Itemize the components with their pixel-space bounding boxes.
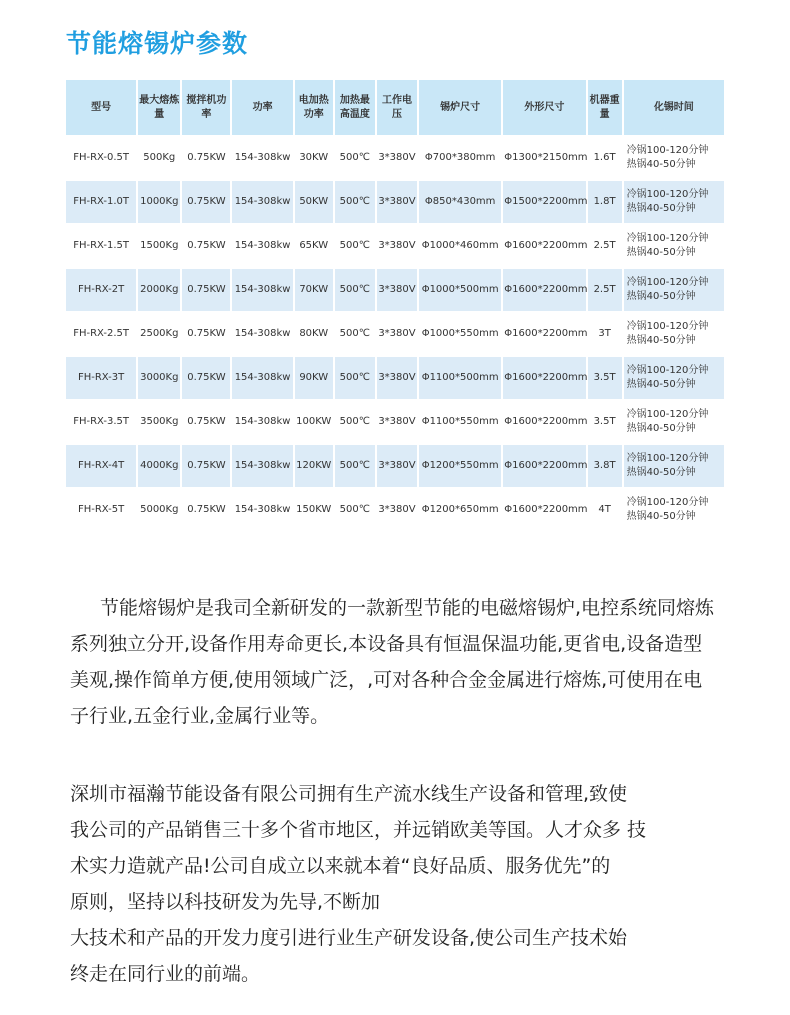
column-header: 化锡时间 [624,80,724,135]
table-cell: 1.8T [588,181,622,223]
cold-pot-time: 冷锅100-120分钟 [626,233,709,244]
table-cell: 3.5T [593,416,616,427]
cold-pot-time: 冷锅100-120分钟 [626,409,709,420]
cold-pot-time: 冷锅100-120分钟 [626,365,709,376]
table-cell: FH-RX-3T [66,357,136,399]
cold-pot-time: 冷锅100-120分钟 [626,497,709,508]
table-row [66,357,724,399]
table-cell: 120KW [295,445,333,487]
table-cell: 30KW [299,152,329,163]
table-cell: 1500Kg [140,240,179,251]
page-title: 节能熔锡炉参数 [66,29,249,58]
melt-time-cell [624,313,724,355]
table-cell: Φ1100*500mm [419,357,501,399]
table-cell: 500℃ [335,181,375,223]
table-cell: 500℃ [339,240,370,251]
table-cell: 1.6T [593,152,616,163]
table-cell: 500℃ [335,269,375,311]
table-cell: 154-308kw [234,328,291,339]
cold-pot-time: 冷锅100-120分钟 [626,277,709,288]
paragraph-line: 原则，坚持以科技研发为先导,不断加 [70,891,381,913]
table-cell: 3.8T [588,445,622,487]
table-cell: 0.75KW [182,181,230,223]
table-cell: 2.5T [588,269,622,311]
hot-pot-time: 热锅40-50分钟 [626,291,696,302]
table-cell: 3T [598,328,611,339]
table-cell: 4T [598,504,611,515]
cold-pot-time: 冷锅100-120分钟 [626,145,709,156]
melt-time-cell [624,445,724,487]
table-cell: Φ1000*550mm [421,328,499,339]
table-cell: Φ1600*2200mm [503,269,585,311]
table-cell: 154-308kw [234,240,291,251]
table-row [66,225,724,267]
intro-paragraph: 节能熔锡炉是我司全新研发的一款新型节能的电磁熔锡炉,电控系统同熔炼系列独立分开,设备作用寿命更长,本设备具有恒温保温功能,更省电,设备造型美观,操作简单方便,使用领域广泛，,可对各种合金金属进行熔炼,可使用在电子行业,五金行业,金属行业等。 [70,597,715,727]
table-cell: 154-308kw [232,445,292,487]
table-cell: 90KW [295,357,333,399]
table-cell: 0.75KW [187,240,226,251]
table-cell: Φ1600*2200mm [503,357,585,399]
hot-pot-time: 热锅40-50分钟 [626,335,696,346]
table-cell: 3*380V [378,152,416,163]
table-cell: Φ1600*2200mm [504,416,588,427]
cold-pot-time: 冷锅100-120分钟 [626,453,709,464]
table-cell: 500℃ [339,416,370,427]
table-cell: 154-308kw [232,357,292,399]
table-cell: 0.75KW [182,357,230,399]
table-cell: 3*380V [378,328,416,339]
table-cell: 0.75KW [187,504,226,515]
table-cell: 0.75KW [187,416,226,427]
column-header: 搅拌机功率 [182,80,230,135]
table-cell: 2000Kg [138,269,180,311]
table-cell: Φ700*380mm [424,152,496,163]
table-row [66,137,724,179]
table-cell: 154-308kw [234,416,291,427]
column-header: 机器重量 [588,80,622,135]
table-cell: Φ1200*550mm [419,445,501,487]
paragraph-line: 大技术和产品的开发力度引进行业生产研发设备,使公司生产技术始 [70,927,628,949]
table-cell: FH-RX-1.5T [73,240,130,251]
table-cell: Φ1000*500mm [419,269,501,311]
table-cell: Φ1600*2200mm [504,240,588,251]
table-cell: Φ1500*2200mm [503,181,585,223]
table-cell: 500℃ [339,504,370,515]
table-body [66,137,724,531]
table-row [66,313,724,355]
melt-time-cell [624,225,724,267]
table-cell: Φ850*430mm [419,181,501,223]
table-cell: 65KW [299,240,329,251]
table-cell: 50KW [295,181,333,223]
table-cell: 4000Kg [138,445,180,487]
table-cell: FH-RX-2.5T [73,328,130,339]
table-row [66,445,724,487]
table-cell: 154-308kw [234,504,291,515]
table-cell: 3*380V [377,181,417,223]
paragraph-line: 终走在同行业的前端。 [70,963,261,985]
table-cell: 2.5T [593,240,616,251]
table-cell: 154-308kw [232,269,292,311]
melt-time-cell [624,357,724,399]
table-cell: 3*380V [378,504,416,515]
table-cell: 2500Kg [140,328,179,339]
hot-pot-time: 热锅40-50分钟 [626,203,696,214]
cold-pot-time: 冷锅100-120分钟 [626,321,709,332]
paragraph-line: 深圳市福瀚节能设备有限公司拥有生产流水线生产设备和管理,致使 [70,783,628,805]
melt-time-cell [624,269,724,311]
table-row [66,269,724,311]
table-cell: 3500Kg [140,416,179,427]
table-cell: 3.5T [588,357,622,399]
paragraph-line: 我公司的产品销售三十多个省市地区，并远销欧美等国。人才众多 技 [70,819,647,841]
hot-pot-time: 热锅40-50分钟 [626,423,696,434]
table-cell: 154-308kw [232,181,292,223]
table-cell: Φ1200*650mm [421,504,499,515]
company-paragraph [70,776,720,992]
table-cell: FH-RX-0.5T [73,152,130,163]
table-cell: FH-RX-3.5T [73,416,130,427]
table-cell: 0.75KW [182,269,230,311]
column-header: 最大熔炼量 [138,80,180,135]
column-header: 工作电压 [377,80,417,135]
table-cell: 3*380V [377,445,417,487]
table-cell: 70KW [295,269,333,311]
table-cell: FH-RX-1.0T [66,181,136,223]
table-cell: 3*380V [377,269,417,311]
table-cell: FH-RX-2T [66,269,136,311]
table-cell: FH-RX-4T [66,445,136,487]
table-cell: Φ1600*2200mm [503,445,585,487]
table-cell: 3*380V [377,357,417,399]
table-cell: 500℃ [335,357,375,399]
column-header: 锡炉尺寸 [419,80,501,135]
paragraph-line: 术实力造就产品!公司自成立以来就本着“良好品质、服务优先”的 [70,855,611,877]
table-cell: Φ1600*2200mm [504,504,588,515]
cold-pot-time: 冷锅100-120分钟 [626,189,709,200]
table-cell: 5000Kg [140,504,179,515]
table-cell: 1000Kg [138,181,180,223]
table-row [66,489,724,531]
table-row [66,181,724,223]
table-cell: 500Kg [143,152,176,163]
table-cell: 0.75KW [187,328,226,339]
table-cell: 154-308kw [234,152,291,163]
table-row [66,401,724,443]
table-cell: 0.75KW [182,445,230,487]
melt-time-cell [624,181,724,223]
table-cell: 80KW [299,328,329,339]
melt-time-cell [624,401,724,443]
table-cell: 100KW [296,416,332,427]
spec-table [64,78,726,533]
column-header: 外形尺寸 [503,80,585,135]
table-cell: 3*380V [378,240,416,251]
table-cell: 150KW [296,504,332,515]
hot-pot-time: 热锅40-50分钟 [626,159,696,170]
column-header: 加热最高温度 [335,80,375,135]
melt-time-cell [624,137,724,179]
table-header-row [66,80,724,135]
hot-pot-time: 热锅40-50分钟 [626,247,696,258]
hot-pot-time: 热锅40-50分钟 [626,467,696,478]
table-cell: 500℃ [339,328,370,339]
hot-pot-time: 热锅40-50分钟 [626,511,696,522]
table-cell: Φ1000*460mm [421,240,499,251]
hot-pot-time: 热锅40-50分钟 [626,379,696,390]
table-cell: 3*380V [378,416,416,427]
column-header: 电加热功率 [295,80,333,135]
table-cell: 3000Kg [138,357,180,399]
table-cell: 0.75KW [187,152,226,163]
column-header: 功率 [232,80,292,135]
table-cell: 500℃ [339,152,370,163]
column-header: 型号 [66,80,136,135]
table-cell: 500℃ [335,445,375,487]
table-cell: Φ1100*550mm [421,416,499,427]
table-cell: Φ1600*2200mm [504,328,588,339]
table-cell: FH-RX-5T [77,504,125,515]
table-cell: Φ1300*2150mm [504,152,588,163]
melt-time-cell [624,489,724,531]
